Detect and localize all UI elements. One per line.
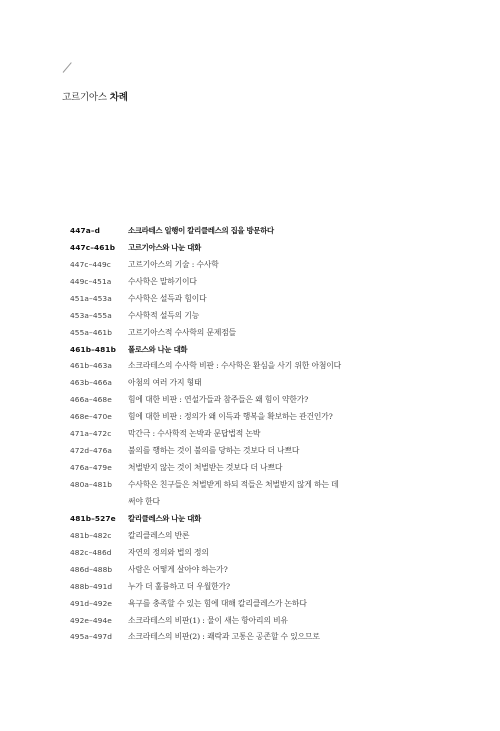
toc-section-title: 고르기아스와 나눈 대화 [128, 242, 201, 252]
toc-entry-row[interactable] [70, 391, 450, 408]
toc-entry-title: 힘에 대한 비판 : 연설가들과 참주들은 왜 힘이 약한가? [128, 395, 309, 405]
toc-entry-row[interactable] [70, 476, 450, 493]
toc-entry-title: 사람은 어떻게 살아야 하는가? [128, 564, 228, 574]
page-title [62, 89, 128, 103]
toc-section-title: 폴로스와 나눈 대화 [128, 344, 188, 354]
toc-entry-title: 막간극 : 수사학적 논박과 문답법적 논박 [128, 429, 261, 439]
toc-stephanus-ref: 495a–497d [70, 632, 113, 642]
toc-entry-row[interactable] [70, 290, 450, 307]
toc-stephanus-ref: 486d–488b [70, 564, 113, 574]
toc-entry-row[interactable] [70, 425, 450, 442]
toc-stephanus-ref: 491d–492e [70, 598, 113, 608]
toc-entry-title: 써야 한다 [128, 496, 160, 506]
toc-entry-title: 고르기아스적 수사학의 문제점들 [128, 327, 237, 337]
toc-section-title: 소크라테스 일행이 칼리클레스의 집을 방문하다 [128, 225, 274, 235]
toc-section-row[interactable] [70, 222, 450, 239]
toc-entry-title: 누가 더 훌륭하고 더 우월한가? [128, 581, 230, 591]
toc-entry-title: 욕구를 충족할 수 있는 힘에 대해 칼리클레스가 논하다 [128, 598, 307, 608]
toc-section-row[interactable] [70, 510, 450, 527]
toc-entry-row[interactable] [70, 374, 450, 391]
toc-stephanus-ref: 461b–481b [70, 344, 117, 354]
toc-entry-row[interactable] [70, 493, 450, 510]
toc-stephanus-ref: 480a–481b [70, 480, 113, 490]
toc-stephanus-ref: 482c–486d [70, 547, 112, 557]
toc-entry-row[interactable] [70, 442, 450, 459]
toc-stephanus-ref: 455a–461b [70, 327, 113, 337]
toc-entry-title: 처벌받지 않는 것이 처벌받는 것보다 더 나쁘다 [128, 463, 283, 473]
toc-stephanus-ref: 447a–d [70, 225, 101, 235]
toc-stephanus-ref: 463b–466a [70, 378, 113, 388]
toc-entry-title: 수사학적 설득의 기능 [128, 310, 200, 320]
toc-stephanus-ref: 492e–494e [70, 615, 112, 625]
toc-entry-title: 힘에 대한 비판 : 정의가 왜 이득과 행복을 확보하는 관건인가? [128, 412, 333, 422]
toc-stephanus-ref: 472d–476a [70, 446, 113, 456]
toc-stephanus-ref: 447c–449c [70, 259, 111, 269]
toc-entry-row[interactable] [70, 544, 450, 561]
toc-stephanus-ref: 451a–453a [70, 293, 112, 303]
toc-entry-title: 소크라테스의 비판(1) : 물이 새는 항아리의 비유 [128, 615, 288, 625]
toc-entry-title: 아첨의 여러 가지 형태 [128, 378, 202, 388]
toc-stephanus-ref: 447c–461b [70, 242, 116, 252]
toc-stephanus-ref: 488b–491d [70, 581, 113, 591]
toc-entry-row[interactable] [70, 459, 450, 476]
toc-stephanus-ref: 481b–482c [70, 530, 112, 540]
toc-entry-row[interactable] [70, 527, 450, 544]
toc-section-title: 칼리클레스와 나눈 대화 [128, 513, 201, 523]
toc-entry-row[interactable] [70, 358, 450, 375]
toc-entry-title: 칼리클레스의 반론 [128, 530, 190, 540]
title-contents-label: 차례 [109, 92, 128, 103]
toc-stephanus-ref: 461b–463a [70, 361, 113, 371]
toc-entry-title: 수사학은 친구들은 처벌받게 하되 적들은 처벌받지 않게 하는 데 [128, 480, 339, 490]
toc-entry-title: 수사학은 말하기이다 [128, 276, 197, 286]
toc-stephanus-ref: 481b–527e [70, 513, 116, 523]
toc-entry-row[interactable] [70, 324, 450, 341]
toc-section-row[interactable] [70, 239, 450, 256]
toc-stephanus-ref: 453a–455a [70, 310, 112, 320]
toc-stephanus-ref: 466a–468e [70, 395, 112, 405]
toc-stephanus-ref: 476a–479e [70, 463, 112, 473]
toc-entry-row[interactable] [70, 561, 450, 578]
toc-entry-title: 고르기아스의 기술 : 수사학 [128, 259, 219, 269]
toc-entry-row[interactable] [70, 408, 450, 425]
toc-section-row[interactable] [70, 341, 450, 358]
toc-stephanus-ref: 449c–451a [70, 276, 112, 286]
toc-stephanus-ref: 468e–470e [70, 412, 112, 422]
toc-entry-row[interactable] [70, 612, 450, 629]
title-book-name: 고르기아스 [62, 92, 110, 103]
toc-entry-title: 소크라테스의 비판(2) : 쾌락과 고통은 공존할 수 있으므로 [128, 632, 320, 642]
decorative-slash [63, 62, 72, 73]
toc-entry-title: 불의를 행하는 것이 불의를 당하는 것보다 더 나쁘다 [128, 446, 300, 456]
toc-entry-row[interactable] [70, 578, 450, 595]
toc-entry-title: 소크라테스의 수사학 비판 : 수사학은 환심을 사기 위한 아첨이다 [128, 361, 342, 371]
toc-entry-row[interactable] [70, 595, 450, 612]
toc-entry-title: 수사학은 설득과 힘이다 [128, 293, 207, 303]
toc-entry-row[interactable] [70, 629, 450, 646]
toc-entry-title: 자연의 정의와 법의 정의 [128, 547, 209, 557]
toc-entry-row[interactable] [70, 307, 450, 324]
toc-entry-row[interactable] [70, 256, 450, 273]
table-of-contents [70, 222, 450, 645]
toc-stephanus-ref: 471a–472c [70, 429, 112, 439]
toc-entry-row[interactable] [70, 273, 450, 290]
